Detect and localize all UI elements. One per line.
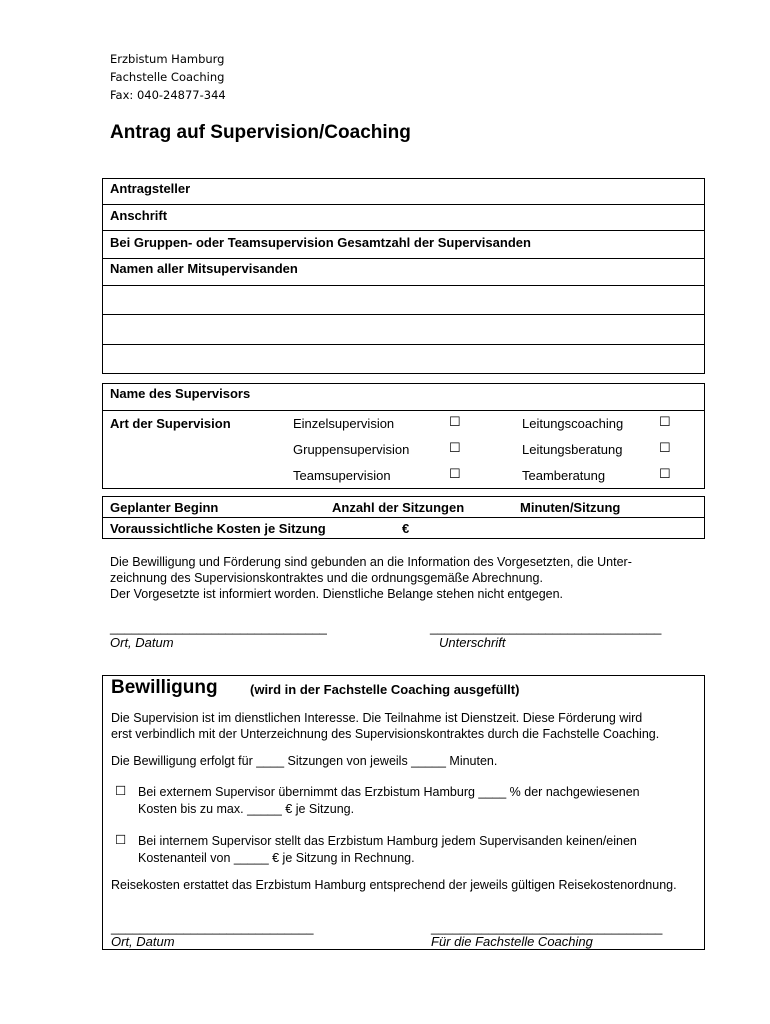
- minutes-per-session-label: Minuten/Sitzung: [520, 500, 621, 515]
- planning-box: [102, 496, 705, 539]
- approval-heading: Bewilligung: [111, 677, 218, 698]
- supervision-type-label: Art der Supervision: [110, 416, 231, 431]
- approval-sessions-text: Die Bewilligung erfolgt für ____ Sitzungen von jeweils _____ Minuten.: [111, 754, 498, 768]
- address-label: Anschrift: [110, 208, 168, 223]
- fax-number: Fax: 040-24877-344: [110, 88, 226, 102]
- notice-line-3: Der Vorgesetzte ist informiert worden. Dienstliche Belange stehen nicht entgegen.: [110, 587, 564, 601]
- session-count-label: Anzahl der Sitzungen: [332, 500, 465, 515]
- address-field[interactable]: [103, 205, 704, 231]
- checkbox-einzelsupervision[interactable]: ☐: [449, 414, 461, 429]
- place-date-line[interactable]: ______________________________: [110, 620, 327, 635]
- notice-line-2: zeichnung des Supervisionskontraktes und die ordnungsgemäße Abrechnung.: [110, 571, 543, 585]
- org-name: Erzbistum Hamburg: [110, 52, 225, 66]
- checkbox-teamsupervision[interactable]: ☐: [449, 466, 461, 481]
- option-einzelsupervision: Einzelsupervision: [293, 416, 395, 431]
- notice-line-1: Die Bewilligung und Förderung sind gebunden an die Information des Vorgesetzten, die Unter-: [110, 555, 632, 569]
- checkbox-leitungscoaching[interactable]: ☐: [659, 414, 671, 429]
- planned-begin-label: Geplanter Beginn: [110, 500, 219, 515]
- option-gruppensupervision: Gruppensupervision: [293, 442, 410, 457]
- option-leitungscoaching: Leitungscoaching: [522, 416, 624, 431]
- euro-sign: €: [402, 521, 410, 536]
- department-name: Fachstelle Coaching: [110, 70, 225, 84]
- checkbox-external-supervisor[interactable]: ☐: [115, 784, 127, 798]
- supervisor-name-label: Name des Supervisors: [110, 386, 251, 401]
- internal-supervisor-line-2: Kostenanteil von _____ € je Sitzung in Rechnung.: [138, 851, 415, 865]
- supervisor-name-field[interactable]: [103, 384, 704, 411]
- approval-place-date-line[interactable]: ____________________________: [111, 920, 314, 935]
- co-supervisees-label: Namen aller Mitsupervisanden: [110, 261, 298, 276]
- signature-caption: Unterschrift: [439, 635, 506, 650]
- approval-place-date-caption: Ort, Datum: [111, 934, 175, 949]
- applicant-field[interactable]: [103, 179, 704, 205]
- external-supervisor-line-1: Bei externem Supervisor übernimmt das Erzbistum Hamburg ____ % der nachgewiesenen: [138, 785, 640, 799]
- approval-subheading: (wird in der Fachstelle Coaching ausgefüllt): [250, 682, 520, 697]
- checkbox-gruppensupervision[interactable]: ☐: [449, 440, 461, 455]
- applicant-label: Antragsteller: [110, 181, 191, 196]
- place-date-caption: Ort, Datum: [110, 635, 174, 650]
- approval-text-line-2: erst verbindlich mit der Unterzeichnung des Supervisionskontraktes durch die Fachstelle Coaching.: [111, 727, 660, 741]
- applicant-box: [102, 178, 705, 374]
- supervisor-box: [102, 383, 705, 489]
- co-supervisees-field[interactable]: [103, 259, 704, 286]
- form-title: Antrag auf Supervision/Coaching: [110, 122, 411, 143]
- signature-line[interactable]: ________________________________: [430, 620, 662, 635]
- option-leitungsberatung: Leitungsberatung: [522, 442, 623, 457]
- co-supervisee-line-1[interactable]: [103, 286, 704, 315]
- co-supervisee-line-2[interactable]: [103, 315, 704, 345]
- approval-text-line-1: Die Supervision ist im dienstlichen Interesse. Die Teilnahme ist Dienstzeit. Diese Förderung wird: [111, 711, 643, 725]
- checkbox-teamberatung[interactable]: ☐: [659, 466, 671, 481]
- internal-supervisor-line-1: Bei internem Supervisor stellt das Erzbistum Hamburg jedem Supervisanden keinen/einen: [138, 834, 637, 848]
- approval-signature-caption: Für die Fachstelle Coaching: [431, 934, 593, 949]
- checkbox-leitungsberatung[interactable]: ☐: [659, 440, 671, 455]
- approval-box: [102, 675, 705, 950]
- group-count-label: Bei Gruppen- oder Teamsupervision Gesamtzahl der Supervisanden: [110, 235, 531, 250]
- approval-signature-line[interactable]: ________________________________: [431, 920, 663, 935]
- co-supervisee-line-3[interactable]: [103, 345, 704, 374]
- option-teamsupervision: Teamsupervision: [293, 468, 391, 483]
- group-count-field[interactable]: [103, 231, 704, 259]
- option-teamberatung: Teamberatung: [522, 468, 606, 483]
- checkbox-internal-supervisor[interactable]: ☐: [115, 833, 127, 847]
- external-supervisor-line-2: Kosten bis zu max. _____ € je Sitzung.: [138, 802, 355, 816]
- estimated-costs-label: Voraussichtliche Kosten je Sitzung: [110, 521, 326, 536]
- travel-costs-text: Reisekosten erstattet das Erzbistum Hamburg entsprechend der jeweils gültigen Reisekostenordnung.: [111, 878, 677, 892]
